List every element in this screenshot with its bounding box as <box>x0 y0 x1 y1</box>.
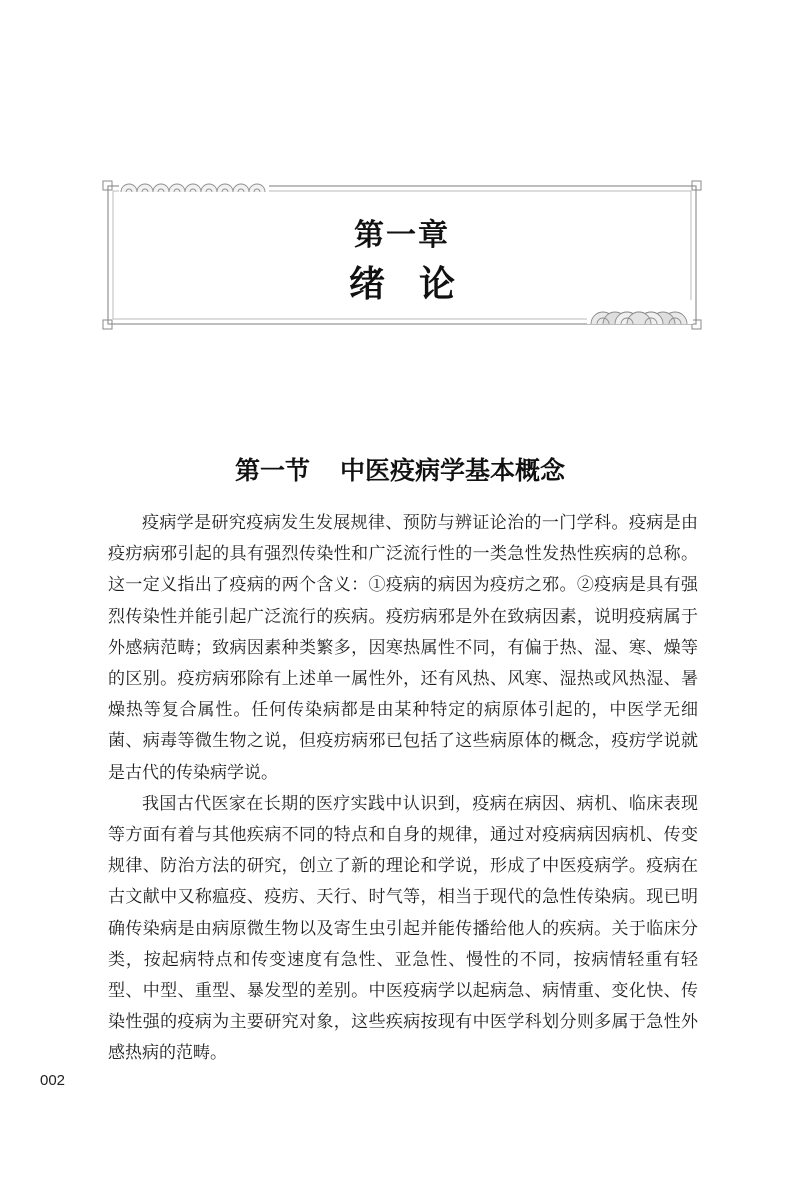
body-text <box>108 508 698 1070</box>
paragraph: 我国古代医家在长期的医疗实践中认识到，疫病在病因、病机、临床表现等方面有着与其他疾病不同的特点和自身的规律，通过对疫病病因病机、传变规律、防治方法的研究，创立了新的理论和学说，形成了中医疫病学。疫病在古文献中又称瘟疫、疫疠、天行、时气等，相当于现代的急性传染病。现已明确传染病是由病原微生物以及寄生虫引起并能传播给他人的疾病。关于临床分类，按起病特点和传变速度有急性、亚急性、慢性的不同，按病情轻重有轻型、中型、重型、暴发型的差别。中医疫病学以起病急、病情重、变化快、传染性强的疫病为主要研究对象，这些疾病按现有中医学科划分则多属于急性外感热病的范畴。 <box>108 793 698 1064</box>
section-number: 第一节 <box>234 456 310 485</box>
page-number: 002 <box>40 1072 66 1089</box>
wave-pattern-icon <box>119 180 269 192</box>
paragraph: 疫病学是研究疫病发生发展规律、预防与辨证论治的一门学科。疫病是由疫疠病邪引起的具有强烈传染性和广泛流行性的一类急性发热性疾病的总称。这一定义指出了疫病的两个含义：①疫病的病因为疫疠之邪。②疫病是具有强烈传染性并能引起广泛流行的疾病。疫疠病邪是外在致病因素，说明疫病属于外感病范畴；致病因素种类繁多，因寒热属性不同，有偏于热、湿、寒、燥等的区别。疫疠病邪除有上述单一属性外，还有风热、风寒、湿热或风热湿、暑燥热等复合属性。任何传染病都是由某种特定的病原体引起的，中医学无细菌、病毒等微生物之说，但疫疠病邪已包括了这些病原体的概念，疫疠学说就是古代的传染病学说。 <box>108 513 698 783</box>
section-title: 中医疫病学基本概念 <box>340 456 566 485</box>
section-heading <box>0 451 800 487</box>
chapter-frame <box>107 180 697 328</box>
chapter-number: 第一章 <box>354 218 450 253</box>
chapter-title: 绪论 <box>348 264 489 305</box>
